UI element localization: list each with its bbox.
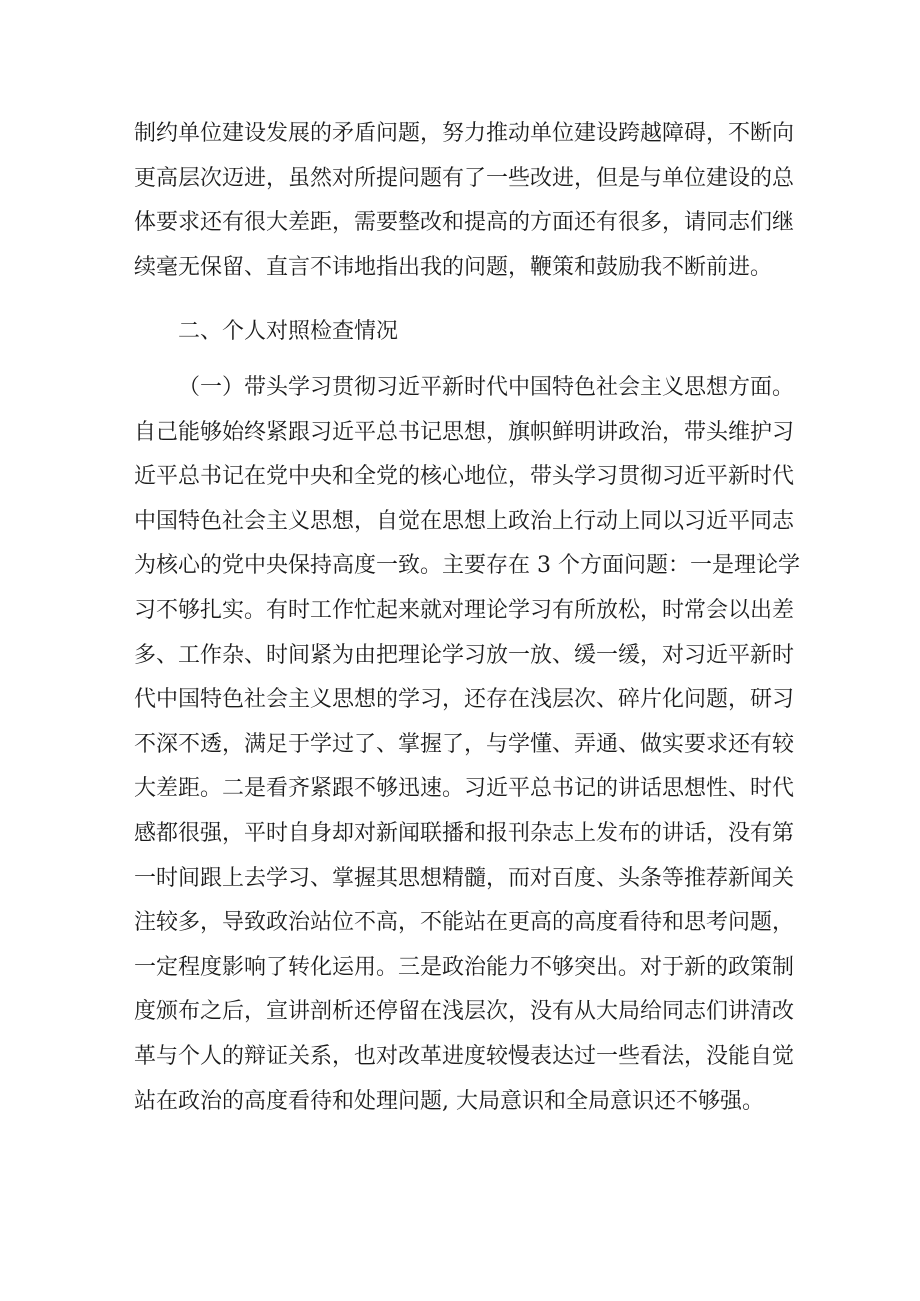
paragraph-line: 大差距。二是看齐紧跟不够迅速。习近平总书记的讲话思想性、时代 (134, 776, 795, 802)
paragraph-line: 为核心的党中央保持高度一致。主要存在 3 个方面问题：一是理论学 (134, 553, 800, 579)
paragraph-line: 续毫无保留、直言不讳地指出我的问题，鞭策和鼓励我不断前进。 (134, 254, 773, 280)
subsection-paragraph (134, 366, 800, 1124)
paragraph-line: 感都很强，平时自身却对新闻联播和报刊杂志上发布的讲话，没有第 (134, 820, 795, 846)
paragraph-line: 注较多，导致政治站位不高，不能站在更高的高度看待和思考问题， (134, 910, 795, 936)
paragraph-line: 制约单位建设发展的矛盾问题，努力推动单位建设跨越障碍，不断向 (134, 121, 795, 146)
paragraph-line: 多、工作杂、时间紧为由把理论学习放一放、缓一缓，对习近平新时 (134, 642, 795, 668)
paragraph-line: 体要求还有很大差距，需要整改和提高的方面还有很多，请同志们继 (134, 210, 795, 236)
paragraph-line: （一）带头学习贯彻习近平新时代中国特色社会主义思想方面。 (178, 375, 795, 400)
paragraph-line: 习不够扎实。有时工作忙起来就对理论学习有所放松，时常会以出差 (134, 597, 795, 623)
paragraph-line: 更高层次迈进，虽然对所提问题有了一些改进，但是与单位建设的总 (134, 165, 795, 191)
paragraph-line: 中国特色社会主义思想，自觉在思想上政治上行动上同以习近平同志 (134, 508, 795, 534)
paragraph-line: 自己能够始终紧跟习近平总书记思想，旗帜鲜明讲政治，带头维护习 (134, 419, 795, 445)
paragraph-line: 代中国特色社会主义思想的学习，还存在浅层次、碎片化问题，研习 (134, 687, 795, 713)
paragraph-continued (134, 112, 794, 290)
paragraph-line: 不深不透，满足于学过了、掌握了，与学懂、弄通、做实要求还有较 (134, 731, 795, 757)
paragraph-line: 度颁布之后，宣讲剖析还停留在浅层次，没有从大局给同志们讲清改 (134, 999, 795, 1025)
paragraph-line: 一定程度影响了转化运用。三是政治能力不够突出。对于新的政策制 (134, 954, 795, 980)
paragraph-line: 近平总书记在党中央和全党的核心地位，带头学习贯彻习近平新时代 (134, 464, 795, 490)
paragraph-line: 一时间跟上去学习、掌握其思想精髓，而对百度、头条等推荐新闻关 (134, 865, 795, 891)
section-heading (178, 310, 794, 355)
section-heading-text: 二、个人对照检查情况 (178, 319, 399, 344)
paragraph-line: 革与个人的辩证关系，也对改革进度较慢表达过一些看法，没能自觉 (134, 1043, 795, 1069)
paragraph-line: 站在政治的高度看待和处理问题, 大局意识和全局意识还不够强。 (134, 1088, 764, 1114)
